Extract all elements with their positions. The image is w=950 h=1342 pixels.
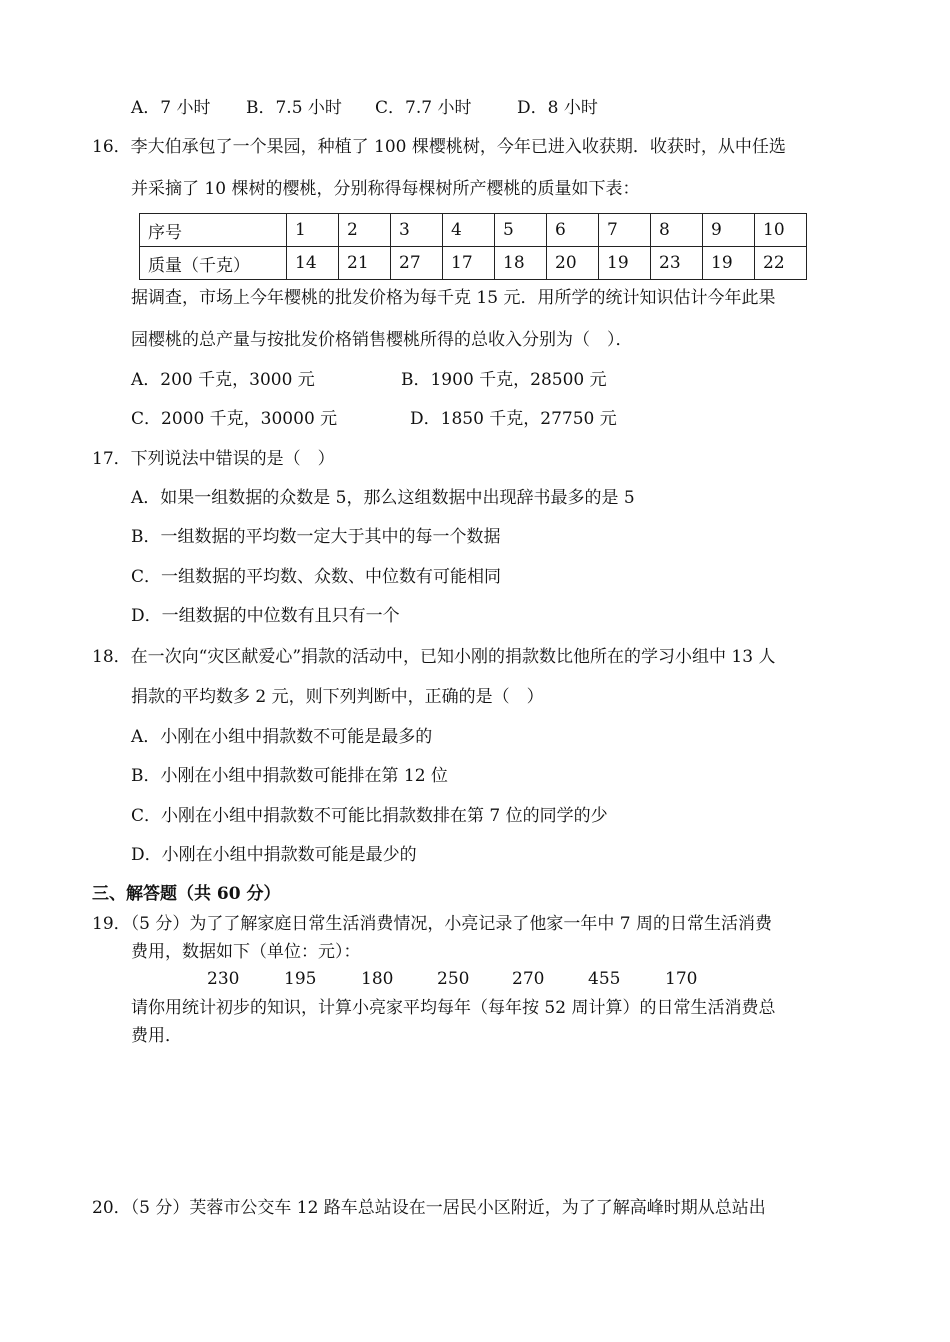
q18-stem-line1: 18．在一次向“灾区献爱心”捐款的活动中，已知小刚的捐款数比他所在的学习小组中 13 人: [92, 647, 776, 667]
table-cell: 19: [599, 247, 651, 280]
q18-option-a: A．小刚在小组中捐款数不可能是最多的: [131, 727, 433, 747]
table-cell: 23: [651, 247, 703, 280]
q19-stem-line3: 请你用统计初步的知识，计算小亮家平均每年（每年按 52 周计算）的日常生活消费总: [131, 998, 776, 1018]
q17-option-b: B．一组数据的平均数一定大于其中的每一个数据: [131, 527, 501, 547]
table-cell: 4: [443, 214, 495, 247]
q19-value: 195: [284, 969, 317, 989]
table-cell: 22: [755, 247, 807, 280]
table-cell: 7: [599, 214, 651, 247]
q16-option-d: D．1850 千克，27750 元: [410, 409, 617, 429]
q15-option-a: A．7 小时: [131, 98, 211, 118]
table-row: [140, 247, 807, 280]
table-cell: 5: [495, 214, 547, 247]
q19-stem-line2: 费用，数据如下（单位：元）：: [131, 942, 361, 962]
q19-value: 230: [207, 969, 240, 989]
q17-stem: 17．下列说法中错误的是（ ）: [92, 449, 335, 469]
q16-option-c: C．2000 千克，30000 元: [131, 409, 338, 429]
q17-option-c: C．一组数据的平均数、众数、中位数有可能相同: [131, 567, 502, 587]
q19-value: 170: [665, 969, 698, 989]
q16-stem-line3: 据调查，市场上今年樱桃的批发价格为每千克 15 元．用所学的统计知识估计今年此果: [131, 288, 776, 308]
table-cell: 17: [443, 247, 495, 280]
q17-option-d: D．一组数据的中位数有且只有一个: [131, 606, 400, 626]
q17-option-a: A．如果一组数据的众数是 5，那么这组数据中出现辞书最多的是 5: [131, 488, 635, 508]
table-header-cell: 序号: [140, 214, 287, 247]
table-cell: 18: [495, 247, 547, 280]
table-cell: 1: [287, 214, 339, 247]
section-heading: 三、解答题（共 60 分）: [92, 884, 281, 904]
q15-option-c: C．7.7 小时: [375, 98, 472, 118]
table-row: [140, 214, 807, 247]
q18-option-d: D．小刚在小组中捐款数可能是最少的: [131, 845, 417, 865]
q19-stem-line1: 19．（5 分）为了了解家庭日常生活消费情况，小亮记录了他家一年中 7 周的日常生活消费: [92, 914, 772, 934]
table-cell: 9: [703, 214, 755, 247]
q20-stem-line1: 20．（5 分）芙蓉市公交车 12 路车总站设在一居民小区附近，为了了解高峰时期从总站出: [92, 1198, 766, 1218]
table-cell: 20: [547, 247, 599, 280]
q18-option-c: C．小刚在小组中捐款数不可能比捐款数排在第 7 位的同学的少: [131, 806, 608, 826]
q19-value: 270: [512, 969, 545, 989]
q16-option-b: B．1900 千克，28500 元: [401, 370, 607, 390]
table-cell: 10: [755, 214, 807, 247]
q18-stem-line2: 捐款的平均数多 2 元，则下列判断中，正确的是（ ）: [131, 687, 544, 707]
table-cell: 27: [391, 247, 443, 280]
table-cell: 8: [651, 214, 703, 247]
q19-value: 180: [361, 969, 394, 989]
table-cell: 2: [339, 214, 391, 247]
q16-option-a: A．200 千克，3000 元: [131, 370, 315, 390]
q16-stem-line4: 园樱桃的总产量与按批发价格销售樱桃所得的总收入分别为（ ）．: [131, 330, 633, 350]
q15-option-d: D．8 小时: [517, 98, 598, 118]
q15-option-b: B．7.5 小时: [246, 98, 342, 118]
table-cell: 21: [339, 247, 391, 280]
q19-value: 250: [437, 969, 470, 989]
q16-stem-line1: 16．李大伯承包了一个果园，种植了 100 棵樱桃树，今年已进入收获期．收获时，从中任选: [92, 137, 786, 157]
q18-option-b: B．小刚在小组中捐款数可能排在第 12 位: [131, 766, 448, 786]
q19-value: 455: [588, 969, 621, 989]
q19-stem-line4: 费用．: [131, 1026, 182, 1046]
table-cell: 3: [391, 214, 443, 247]
cherry-weight-table: [139, 213, 807, 280]
table-cell: 19: [703, 247, 755, 280]
table-cell: 6: [547, 214, 599, 247]
table-cell: 14: [287, 247, 339, 280]
table-header-cell: 质量（千克）: [140, 247, 287, 280]
q16-stem-line2: 并采摘了 10 棵树的樱桃，分别称得每棵树所产樱桃的质量如下表：: [131, 179, 640, 199]
